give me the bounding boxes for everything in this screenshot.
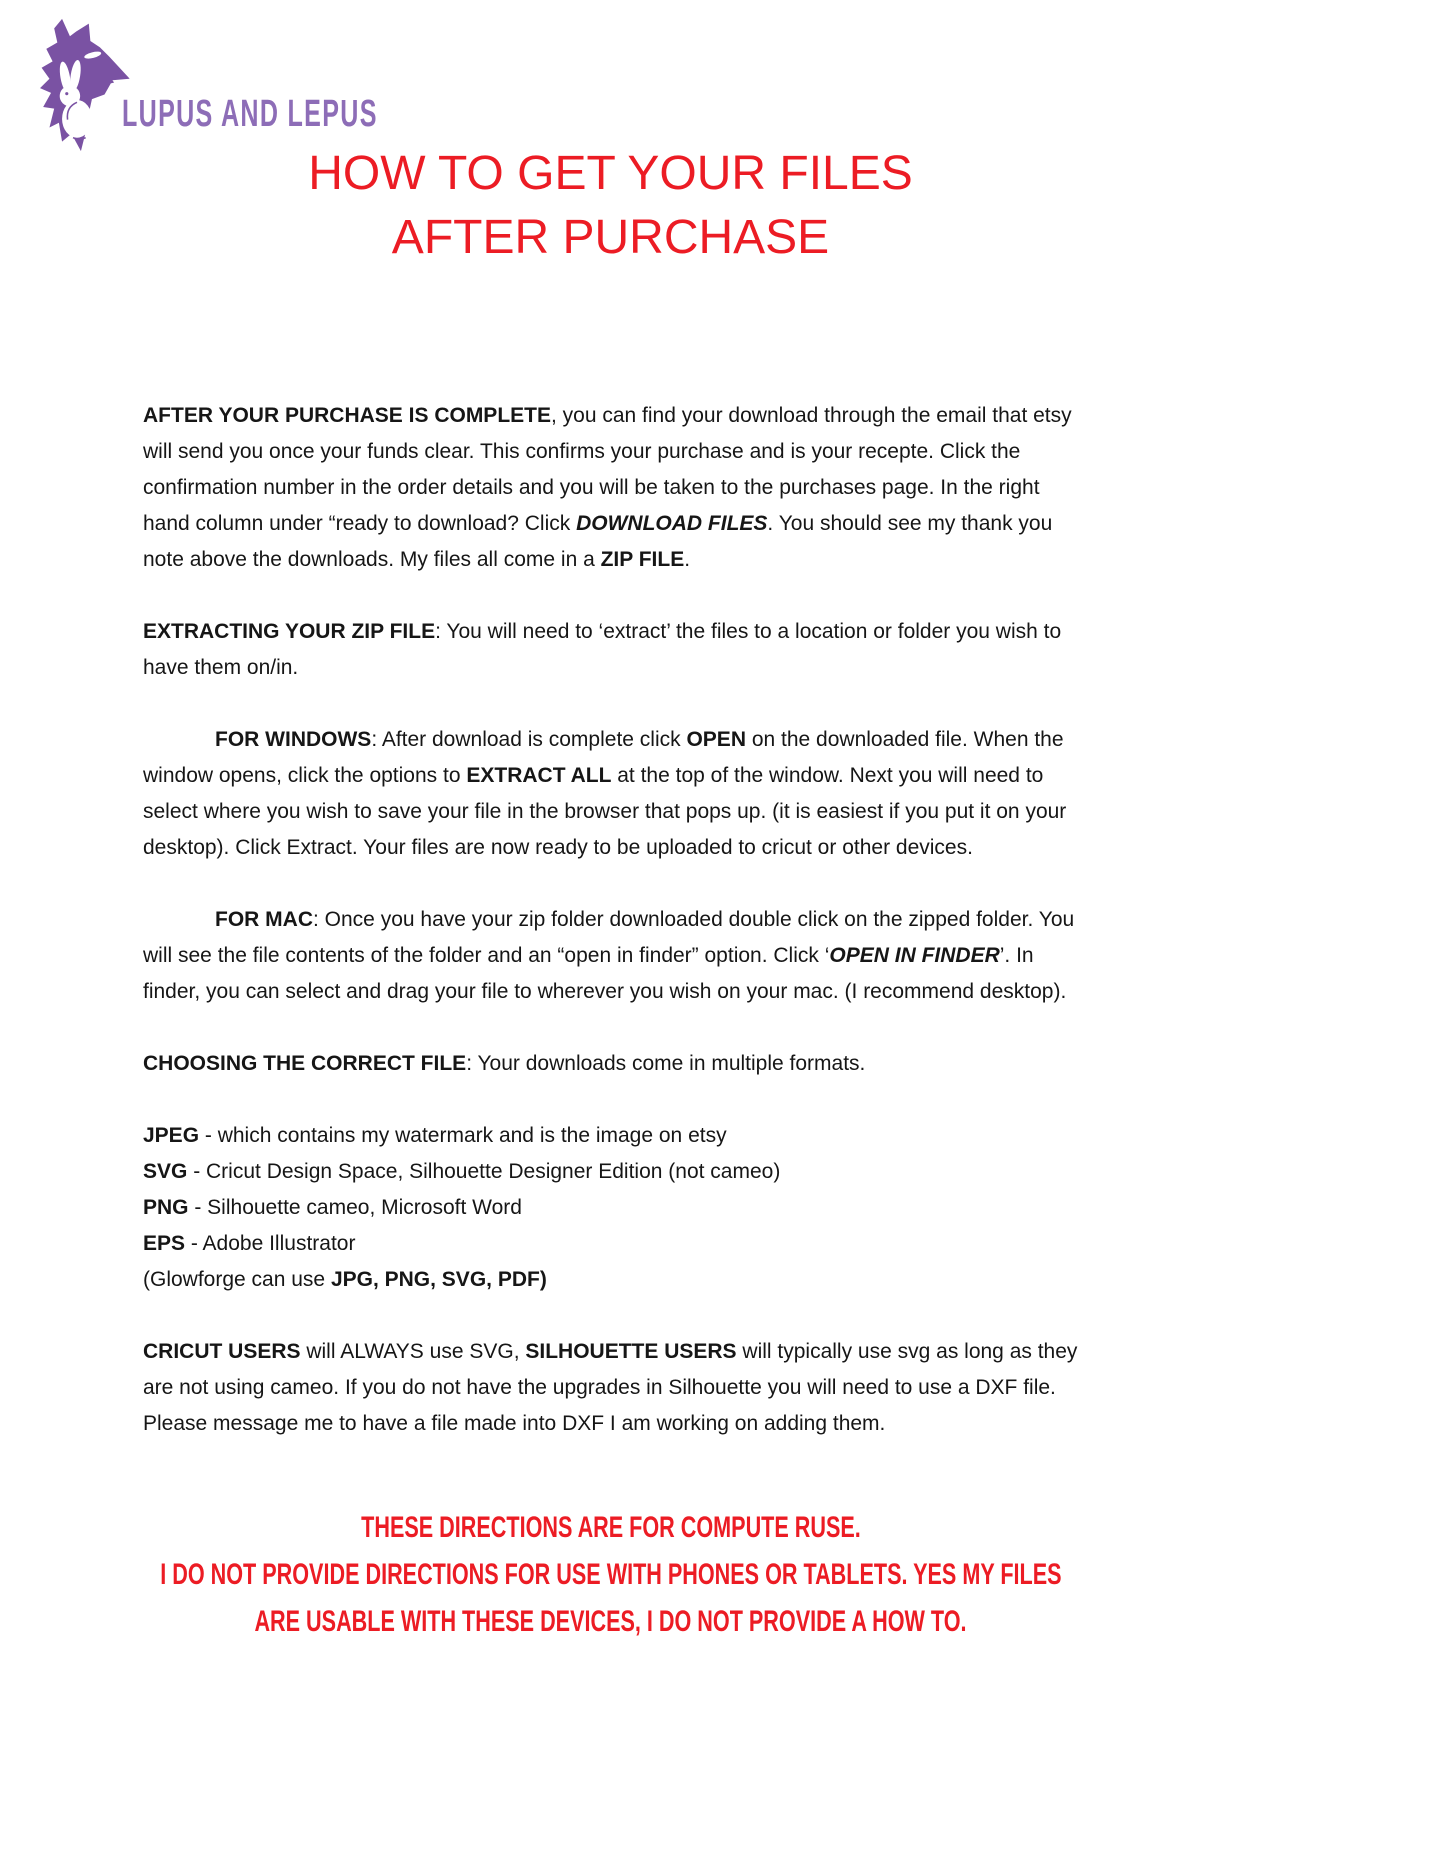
text-segment: : You will need to ‘extract’ the files to a location or folder you wish to have them on/in. — [143, 620, 1062, 679]
notice-line — [143, 1551, 1078, 1598]
paragraph-for-mac — [143, 902, 1078, 1010]
notice-line — [143, 1504, 1078, 1551]
page-title-line-1: HOW TO GET YOUR FILES — [308, 147, 913, 200]
text-segment: : After download is complete click — [371, 728, 687, 751]
text-segment: on the downloaded file. When the window opens, click the options to — [143, 728, 1064, 787]
text-segment: PNG — [143, 1196, 189, 1219]
text-segment: FOR WINDOWS — [215, 728, 372, 751]
text-segment: - Adobe Illustrator — [185, 1232, 356, 1255]
text-segment: JPG, PNG, SVG, PDF) — [330, 1268, 547, 1291]
text-segment: , you can find your download through the email that etsy will send you once your funds clear. This confirms your purchase and is your recepte. Click the confirmation number in the order details and you will be taken to the purchases page. In the right hand column under “ready to download? Click — [143, 404, 1072, 535]
logo-text: LUPUS AND LEPUS — [122, 93, 378, 135]
text-segment: ZIP FILE — [600, 548, 685, 571]
page-title — [143, 0, 1078, 270]
text-segment: CHOOSING THE CORRECT FILE — [143, 1052, 467, 1075]
text-segment: CRICUT USERS — [143, 1340, 301, 1363]
text-segment: EXTRACTING YOUR ZIP FILE — [143, 620, 436, 643]
paragraph-format-eps — [143, 1226, 1078, 1262]
body-sections — [143, 398, 1078, 1442]
text-segment: (Glowforge can use — [143, 1268, 331, 1291]
text-segment: : Your downloads come in multiple formats. — [466, 1052, 866, 1075]
paragraph-for-windows — [143, 722, 1078, 866]
notice-line-text: ARE USABLE WITH THESE DEVICES, I DO NOT PROVIDE A HOW TO. — [254, 1605, 967, 1638]
notice-line-text: I DO NOT PROVIDE DIRECTIONS FOR USE WITH PHONES OR TABLETS. YES MY FILES — [159, 1558, 1062, 1591]
text-segment: EPS — [143, 1232, 186, 1255]
text-segment: OPEN — [686, 728, 746, 751]
paragraph-choosing-correct-file — [143, 1046, 1078, 1082]
text-segment: - Cricut Design Space, Silhouette Designer Edition (not cameo) — [187, 1160, 781, 1183]
text-segment: will typically use svg as long as they are not using cameo. If you do not have the upgrades in Silhouette you will need to use a DXF file. Please message me to have a file made into DXF I am working on adding them. — [143, 1340, 1078, 1435]
paragraph-format-glowforge — [143, 1262, 1078, 1298]
paragraph-cricut-users — [143, 1334, 1078, 1442]
text-segment: DOWNLOAD FILES — [576, 512, 768, 535]
text-segment: - Silhouette cameo, Microsoft Word — [188, 1196, 522, 1219]
text-segment: . You should see my thank you note above the downloads. My files all come in a — [143, 512, 1053, 571]
text-segment: - which contains my watermark and is the image on etsy — [199, 1124, 727, 1147]
paragraph-after-purchase — [143, 398, 1078, 578]
document-content — [143, 0, 1078, 1645]
text-segment: . — [684, 548, 691, 571]
text-segment: will ALWAYS use SVG, — [300, 1340, 526, 1363]
paragraph-format-png — [143, 1190, 1078, 1226]
text-segment: ’. In finder, you can select and drag your file to wherever you wish on your mac. (I recommend desktop). — [143, 944, 1067, 1003]
wolf-rabbit-logo-icon — [18, 10, 136, 160]
text-segment: OPEN IN FINDER — [829, 944, 1000, 967]
page-title-line-2: AFTER PURCHASE — [391, 211, 830, 264]
paragraph-format-svg — [143, 1154, 1078, 1190]
text-segment: JPEG — [143, 1124, 200, 1147]
notice-line — [143, 1598, 1078, 1645]
text-segment: SVG — [143, 1160, 188, 1183]
text-segment: AFTER YOUR PURCHASE IS COMPLETE — [143, 404, 551, 427]
notice-block — [143, 1504, 1078, 1645]
text-segment: : Once you have your zip folder downloaded double click on the zipped folder. You will see the file contents of the folder and an “open in finder” option. Click ‘ — [143, 908, 1075, 967]
text-segment: SILHOUETTE USERS — [525, 1340, 737, 1363]
paragraph-extracting-zip — [143, 614, 1078, 686]
paragraph-format-jpeg — [143, 1118, 1078, 1154]
text-segment: EXTRACT ALL — [466, 764, 612, 787]
text-segment: at the top of the window. Next you will need to select where you wish to save your file in the browser that pops up. (it is easiest if you put it on your desktop). Click Extract. Your files are now ready to be uploaded to cricut or other devices. — [143, 764, 1067, 859]
text-segment: FOR MAC — [215, 908, 313, 931]
notice-line-text: THESE DIRECTIONS ARE FOR COMPUTE RUSE. — [360, 1511, 861, 1544]
